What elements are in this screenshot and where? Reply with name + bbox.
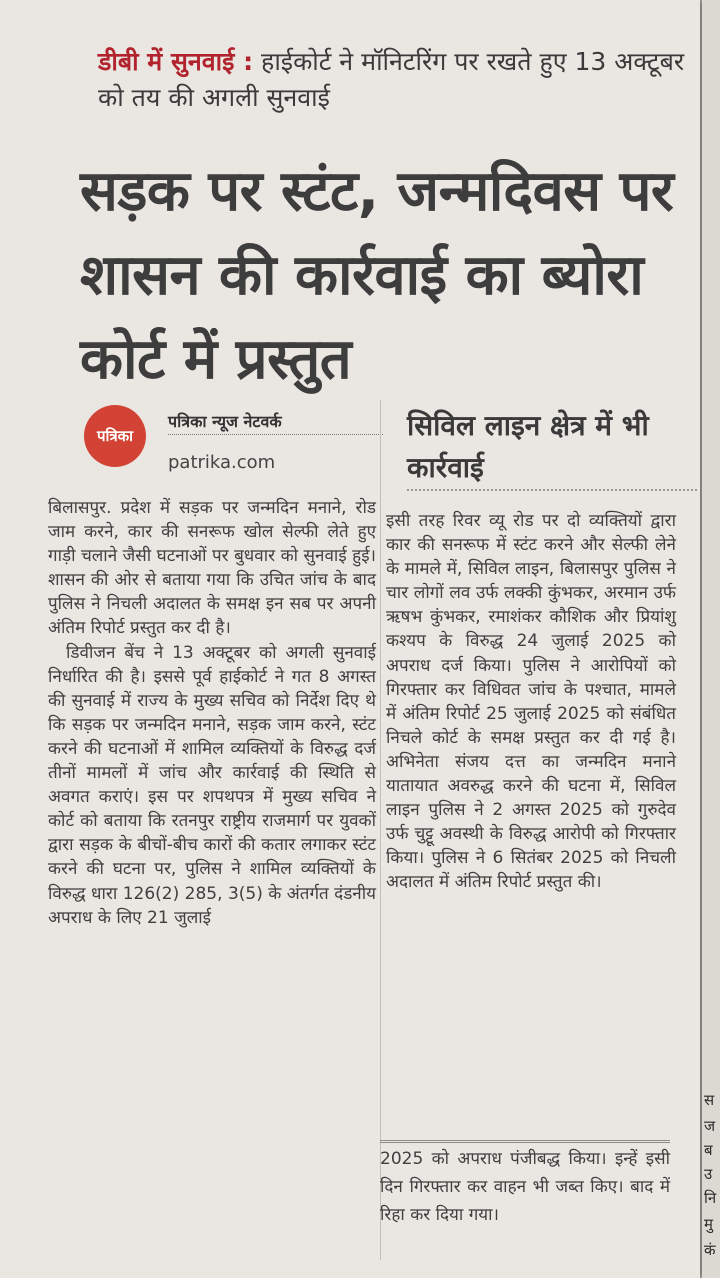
byline-site: patrika.com	[168, 452, 276, 473]
right-paragraph-1: इसी तरह रिवर व्यू रोड पर दो व्यक्तियों द्वारा कार की सनरूफ में स्टंट करने और सेल्फी लेने के मामले में, सिविल लाइन, बिलासपुर पुलिस ने चार लोगों लव उर्फ लक्की कुंभकर, अरमान उर्फ ऋषभ कुंभकर, रमाशंकर कौशिक और प्रियांशु कश्यप के विरुद्ध 24 जुलाई 2025 को अपराध दर्ज किया। पुलिस ने आरोपियों को गिरफ्तार कर विधिवत जांच के पश्चात, मामले में अंतिम रिपोर्ट 25 जुलाई 2025 को संबंधित निचले कोर्ट के समक्ष प्रस्तुत कर दी गई है। अभिनेता संजय दत्त का जन्मदिन मनाने यातायात अवरुद्ध करने की घटना में, सिविल लाइन पुलिस ने 2 अगस्त 2025 को गुरुदेव उर्फ चुट्टू अवस्थी के विरुद्ध आरोपी को गिरफ्तार किया। पुलिस ने 6 सितंबर 2025 को निचली अदालत में अंतिम रिपोर्ट प्रस्तुत की।	[386, 511, 676, 893]
kicker	[98, 44, 698, 116]
adjacent-page-edge	[702, 0, 720, 1278]
column-divider	[380, 400, 381, 1260]
edge-fragment: नि	[704, 1189, 717, 1207]
edge-fragment: मु	[704, 1215, 713, 1233]
logo-text: पत्रिका	[96, 427, 134, 445]
left-paragraph-1: बिलासपुर. प्रदेश में सड़क पर जन्मदिन मनाने, रोड जाम करने, कार की सनरूफ खोल सेल्फी लेते हुए गाड़ी चलाने जैसी घटनाओं पर बुधवार को सुनवाई हुई। शासन की ओर से बताया गया कि उचित जांच के बाद पुलिस ने निचली अदालत के समक्ष इन सब पर अपनी अंतिम रिपोर्ट प्रस्तुत कर दी है।	[48, 498, 376, 639]
left-column	[48, 496, 376, 930]
left-paragraph-2: डिवीजन बेंच ने 13 अक्टूबर को अगली सुनवाई निर्धारित की है। इससे पूर्व हाईकोर्ट ने गत 8 अगस्त की सुनवाई में राज्य के मुख्य सचिव को निर्देश दिए थे कि सड़क पर जन्मदिन मनाने, सड़क जाम करने, स्टंट करने की घटनाओं में शामिल व्यक्तियों के विरुद्ध दर्ज तीनों मामलों में जांच और कार्रवाई की स्थिति से अवगत कराएं। इस पर शपथपत्र में मुख्य सचिव ने कोर्ट को बताया कि रतनपुर राष्ट्रीय राजमार्ग पर युवकों द्वारा सड़क के बीचों-बीच कारों की कतार लगाकर स्टंट करने की घटना पर, पुलिस ने शामिल व्यक्तियों के विरुद्ध धारा 126(2) 285, 3(5) के अंतर्गत दंडनीय अपराध के लिए 21 जुलाई	[48, 642, 376, 928]
edge-fragment: ज	[704, 1117, 716, 1135]
edge-fragment: स	[704, 1091, 715, 1109]
right-column	[386, 509, 676, 895]
edge-fragment: कं	[704, 1241, 716, 1259]
edge-fragment: उ	[704, 1165, 713, 1183]
kicker-text: हाईकोर्ट ने मॉनिटरिंग पर रखते हुए 13 अक्टूबर को तय की अगली सुनवाई	[98, 47, 685, 112]
right-column-continuation	[380, 1140, 670, 1229]
edge-fragment: ब	[704, 1141, 713, 1159]
kicker-tag: डीबी में सुनवाई :	[98, 47, 254, 76]
sub-headline: सिविल लाइन क्षेत्र में भी कार्रवाई	[407, 405, 697, 491]
right-paragraph-2: 2025 को अपराध पंजीबद्ध किया। इन्हें इसी दिन गिरफ्तार कर वाहन भी जब्त किए। बाद में रिहा कर दिया गया।	[380, 1149, 670, 1225]
byline-network: पत्रिका न्यूज नेटवर्क	[168, 410, 383, 435]
headline: सड़क पर स्टंट, जन्मदिवस पर शासन की कार्रवाई का ब्योरा कोर्ट में प्रस्तुत	[80, 159, 674, 392]
patrika-logo	[84, 405, 146, 467]
